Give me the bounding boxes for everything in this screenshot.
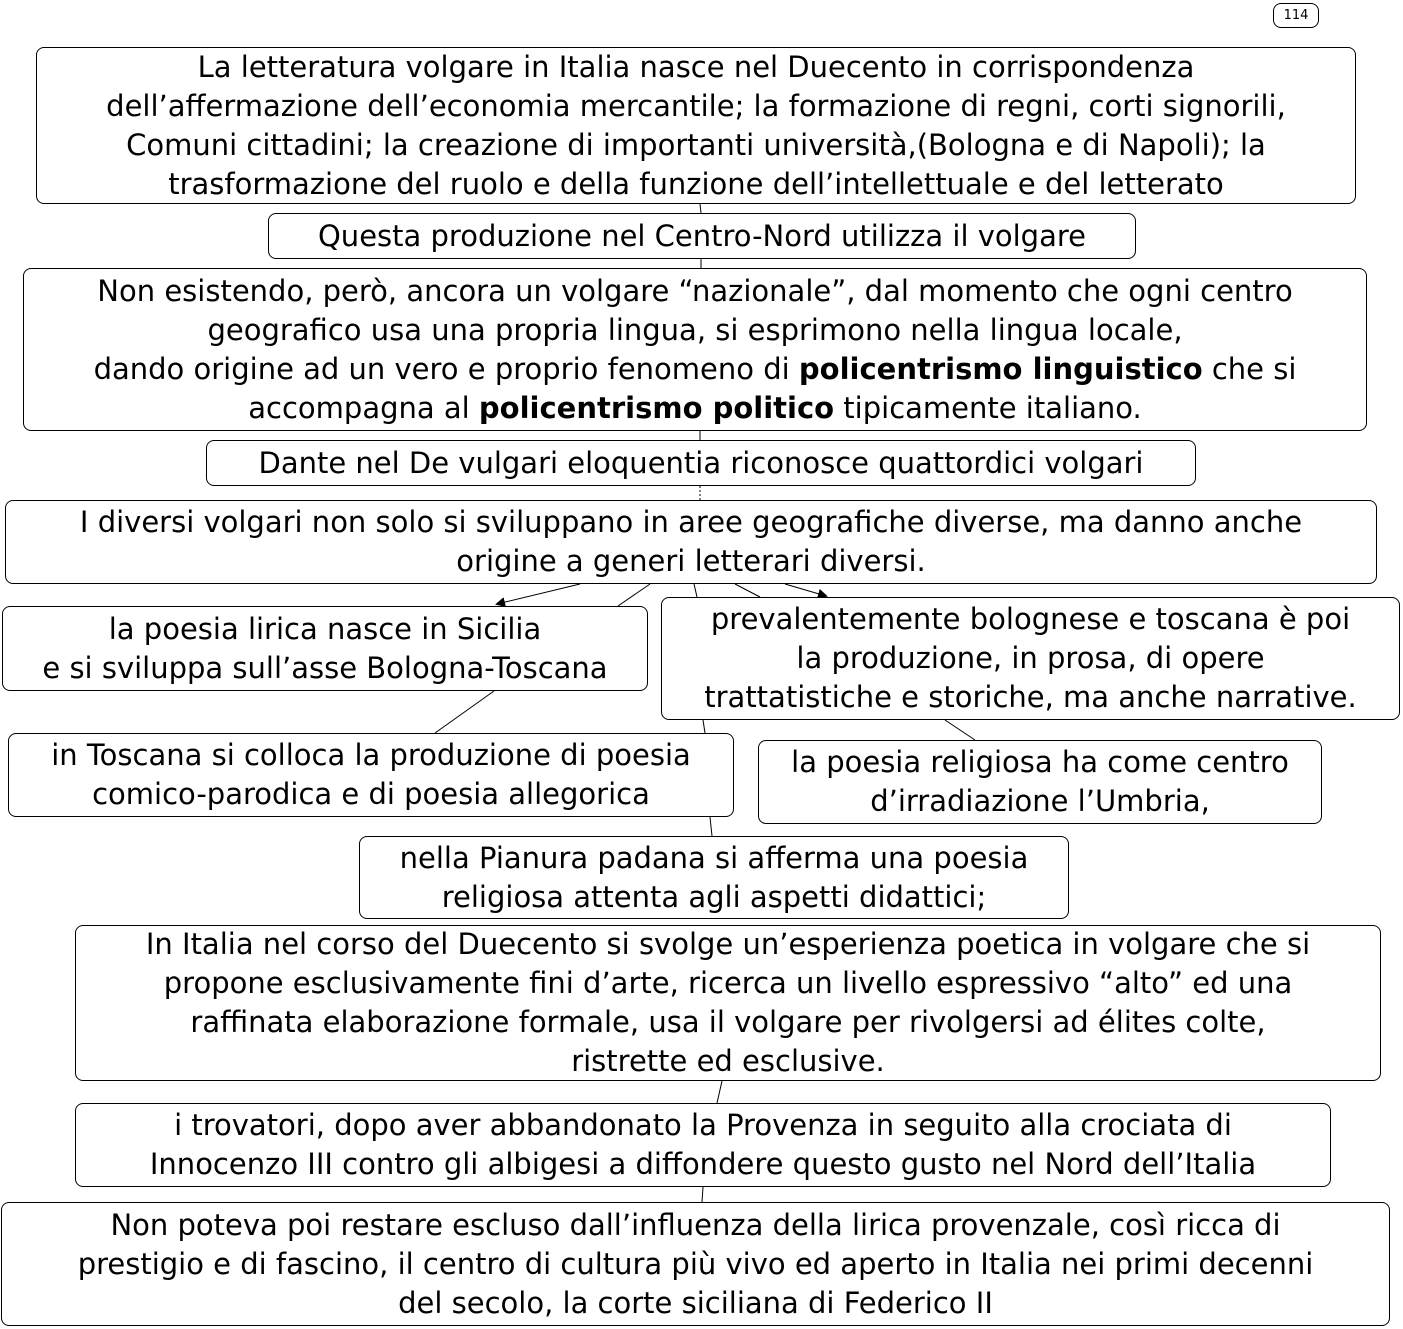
link-center-8 <box>703 720 705 733</box>
node-line: Non poteva poi restare escluso dall’influenza della lirica provenzale, così ricca di <box>110 1207 1281 1242</box>
node-corte-siciliana <box>1 1202 1390 1326</box>
text-run: accompagna al <box>248 390 470 425</box>
link-8-10 <box>710 817 712 836</box>
node-pianura-padana <box>359 836 1069 919</box>
link-7-9 <box>945 720 975 740</box>
node-esperienza-poetica <box>75 925 1381 1081</box>
link-5-7-arrow <box>785 584 826 596</box>
text-run: dando origine ad un vero e proprio fenomeno di <box>93 351 790 386</box>
node-toscana <box>8 733 734 817</box>
node-line: trattatistiche e storiche, ma anche narrative. <box>704 680 1357 714</box>
node-line: origine a generi letterari diversi. <box>456 544 926 578</box>
node-line: La letteratura volgare in Italia nasce nel Duecento in corrispondenza <box>197 49 1195 84</box>
node-policentrismo <box>23 268 1367 431</box>
node-line: raffinata elaborazione formale, usa il volgare per rivolgersi ad élites colte, <box>190 1005 1266 1039</box>
node-line: dell’affermazione dell’economia mercantile; la formazione di regni, corti signorili, <box>106 88 1286 123</box>
node-origins-volgare <box>36 47 1356 204</box>
node-line: nella Pianura padana si afferma una poesia <box>399 840 1029 875</box>
node-line <box>248 389 1141 428</box>
node-line: Dante nel De vulgari eloquentia riconosce quattordici volgari <box>258 445 1144 480</box>
node-line: d’irradiazione l’Umbria, <box>870 784 1210 818</box>
node-dante <box>206 440 1196 486</box>
link-5-center <box>694 584 697 597</box>
link-5-6-arrow <box>497 584 580 604</box>
node-line: geografico usa una propria lingua, si esprimono nella lingua locale, <box>207 312 1183 347</box>
node-line: Questa produzione nel Centro-Nord utilizza il volgare <box>317 218 1086 253</box>
link-6-8 <box>435 691 494 733</box>
node-poesia-lirica <box>2 606 648 691</box>
node-line: del secolo, la corte siciliana di Federico II <box>398 1285 993 1320</box>
node-generi-letterari <box>5 500 1377 584</box>
bold-term: policentrismo linguistico <box>798 351 1203 386</box>
node-line: prestigio e di fascino, il centro di cultura più vivo ed aperto in Italia nei primi decenni <box>77 1246 1314 1281</box>
node-line: prevalentemente bolognese e toscana è poi <box>710 602 1351 636</box>
page-number-badge: 114 <box>1273 3 1319 28</box>
node-line: I diversi volgari non solo si sviluppano in aree geografiche diverse, ma danno anche <box>79 505 1303 539</box>
node-line: Non esistendo, però, ancora un volgare “nazionale”, dal momento che ogni centro <box>97 273 1293 308</box>
node-line: propone esclusivamente fini d’arte, ricerca un livello espressivo “alto” ed una <box>163 966 1293 1000</box>
text-run: che si <box>1211 351 1297 386</box>
node-line: Innocenzo III contro gli albigesi a diffondere questo gusto nel Nord dell’Italia <box>149 1147 1257 1181</box>
node-line: in Toscana si colloca la produzione di poesia <box>51 738 691 772</box>
node-umbria <box>758 740 1322 824</box>
node-line: la poesia lirica nasce in Sicilia <box>108 611 542 646</box>
link-1-2 <box>700 204 701 213</box>
link-12-13 <box>702 1187 703 1202</box>
node-line: Comuni cittadini; la creazione di importanti università,(Bologna e di Napoli); la <box>126 127 1266 162</box>
node-trovatori <box>75 1103 1331 1187</box>
node-line: trasformazione del ruolo e della funzione dell’intellettuale e del letterato <box>168 166 1224 201</box>
node-line: la poesia religiosa ha come centro <box>791 745 1289 779</box>
node-line: la produzione, in prosa, di opere <box>796 641 1265 675</box>
node-line: religiosa attenta agli aspetti didattici; <box>441 879 987 914</box>
node-line: In Italia nel corso del Duecento si svolge un’esperienza poetica in volgare che si <box>145 927 1311 961</box>
node-prosa <box>661 597 1400 720</box>
node-line: comico-parodica e di poesia allegorica <box>92 777 650 811</box>
text-run: tipicamente italiano. <box>843 390 1142 425</box>
link-5-7 <box>735 584 760 597</box>
node-line: i trovatori, dopo aver abbandonato la Provenza in seguito alla crociata di <box>174 1108 1232 1142</box>
node-line <box>94 350 1297 389</box>
node-centro-nord <box>268 213 1136 259</box>
node-line: ristrette ed esclusive. <box>571 1044 885 1078</box>
bold-term: policentrismo politico <box>478 390 835 425</box>
link-5-6 <box>618 584 650 606</box>
node-line: e si sviluppa sull’asse Bologna-Toscana <box>42 650 608 685</box>
link-11-12 <box>717 1081 722 1103</box>
